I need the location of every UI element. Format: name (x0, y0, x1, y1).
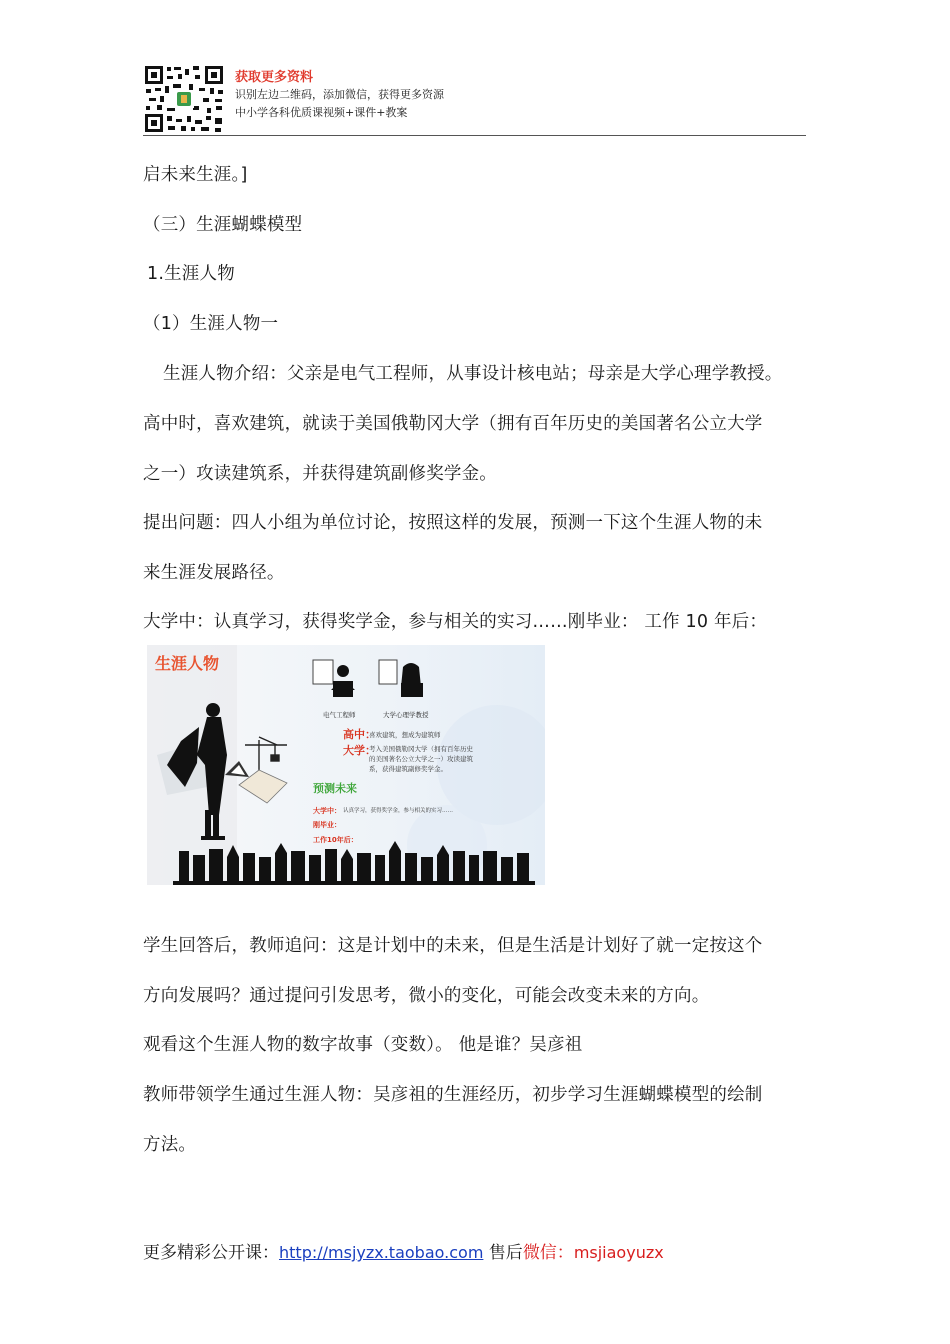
page-footer (143, 1241, 664, 1265)
qr-code-icon (143, 64, 225, 134)
page-header (143, 64, 806, 136)
father-label: 电气工程师 (323, 711, 356, 719)
paragraph: 来生涯发展路径。 (143, 563, 285, 583)
gaozhong-text: 喜欢建筑，想成为建筑师 (369, 731, 441, 739)
subheading: （1）生涯人物一 (143, 314, 279, 334)
paragraph: 大学中：认真学习，获得奖学金，参与相关的实习……刚毕业： 工作 10 年后： (143, 612, 768, 632)
paragraph: 之一）攻读建筑系，并获得建筑副修奖学金。 (143, 464, 497, 484)
daxue-label: 大学： (343, 744, 376, 757)
shop-link[interactable]: http://msjyzx.taobao.com (279, 1243, 484, 1262)
wechat-id: msjiaoyuzx (573, 1243, 664, 1262)
wechat-label: 微信： (522, 1243, 574, 1263)
paragraph: 方法。 (143, 1135, 197, 1155)
paragraph: 观看这个生涯人物的数字故事（变数）。 他是谁？吴彦祖 (143, 1035, 583, 1055)
uni-text: 认真学习，获得奖学金，参与相关的实习…… (343, 808, 454, 814)
header-title: 获取更多资料 (235, 70, 314, 85)
grad-label: 刚毕业： (313, 821, 341, 829)
header-line-1: 识别左边二维码，添加微信，获得更多资源 (235, 88, 444, 101)
paragraph: 高中时，喜欢建筑，就读于美国俄勒冈大学（拥有百年历史的美国著名公立大学 (143, 414, 763, 434)
subheading: 1.生涯人物 (147, 264, 235, 284)
paragraph: 教师带领学生通过生涯人物：吴彦祖的生涯经历，初步学习生涯蝴蝶模型的绘制 (143, 1085, 763, 1105)
paragraph: 启未来生涯。] (143, 165, 248, 185)
slide-title: 生涯人物 (155, 654, 220, 673)
paragraph: 生涯人物介绍：父亲是电气工程师，从事设计核电站；母亲是大学心理学教授。 (163, 364, 783, 384)
mother-label: 大学心理学教授 (383, 711, 429, 719)
header-divider (143, 135, 806, 136)
footer-prefix: 更多精彩公开课： (143, 1243, 279, 1263)
predict-label: 预测未来 (313, 782, 357, 795)
section-heading: （三）生涯蝴蝶模型 (143, 215, 303, 235)
paragraph: 方向发展吗？通过提问引发思考，微小的变化，可能会改变未来的方向。 (143, 986, 710, 1006)
daxue-text-3: 系，获得建筑副修奖学金。 (369, 765, 447, 773)
daxue-text-1: 考入美国俄勒冈大学（拥有百年历史 (369, 745, 473, 753)
career-figure-slide (147, 645, 545, 885)
paragraph: 提出问题：四人小组为单位讨论，按照这样的发展，预测一下这个生涯人物的未 (143, 513, 763, 533)
work-label: 工作10年后： (313, 836, 358, 844)
gaozhong-label: 高中： (343, 728, 376, 741)
uni-label: 大学中： (313, 807, 341, 815)
footer-after: 售后 (483, 1243, 523, 1263)
daxue-text-2: 的美国著名公立大学之一）攻读建筑 (369, 755, 473, 763)
paragraph: 学生回答后，教师追问：这是计划中的未来，但是生活是计划好了就一定按这个 (143, 936, 763, 956)
header-line-2: 中小学各科优质课视频+课件+教案 (235, 106, 408, 119)
